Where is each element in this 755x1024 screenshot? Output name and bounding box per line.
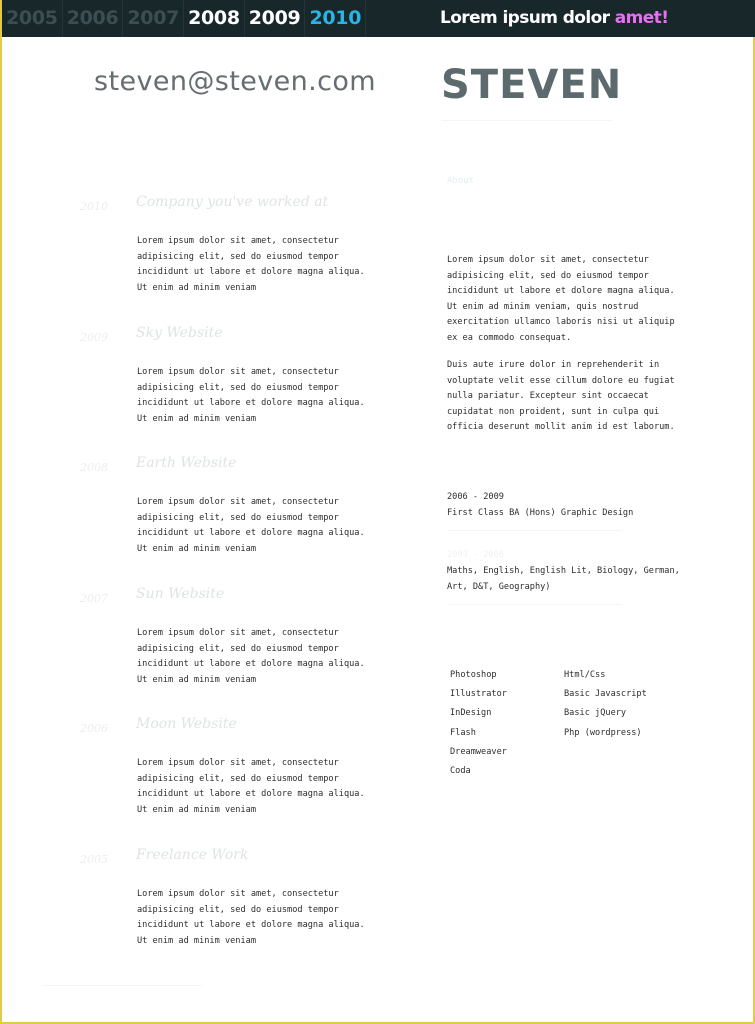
tagline-main: Lorem ipsum dolor	[440, 8, 615, 28]
job-description: Lorem ipsum dolor sit amet, consectetur adipisicing elit, sed do eiusmod tempor incididunt ut labore et dolore magna aliqua. Ut enim ad minim veniam	[137, 497, 365, 554]
job-year: 2005	[80, 853, 108, 866]
skills-column-1	[450, 666, 507, 781]
job-description: Lorem ipsum dolor sit amet, consectetur adipisicing elit, sed do eiusmod tempor incididunt ut labore et dolore magna aliqua. Ut enim ad minim veniam	[137, 628, 365, 685]
divider	[447, 530, 622, 531]
year-2009[interactable]: 2009	[245, 0, 306, 37]
year-2010[interactable]: 2010	[305, 0, 366, 37]
job-title: Sun Website	[136, 586, 225, 602]
about-paragraph-2: Duis aute irure dolor in reprehenderit in voluptate velit esse cillum dolore eu fugiat nulla pariatur. Excepteur sint occaecat cupidatat non proident, sunt in culpa qui officia deserunt mollit anim id est laborum.	[447, 360, 675, 433]
about-heading: About	[447, 176, 475, 186]
education-detail: Maths, English, English Lit, Biology, German,	[447, 566, 680, 576]
education-years: 2003 - 2006	[447, 550, 504, 560]
year-2007[interactable]: 2007	[123, 0, 184, 37]
skill-item: Dreamweaver	[450, 746, 507, 757]
education-detail: Art, D&T, Geography)	[447, 582, 551, 592]
skill-item: Html/Css	[564, 670, 606, 680]
job-description: Lorem ipsum dolor sit amet, consectetur adipisicing elit, sed do eiusmod tempor incididunt ut labore et dolore magna aliqua. Ut enim ad minim veniam	[137, 758, 365, 815]
education-detail: First Class BA (Hons) Graphic Design	[447, 508, 634, 518]
skill-item: Php (wordpress)	[564, 727, 642, 738]
job-title: Sky Website	[136, 325, 223, 341]
tagline	[440, 0, 668, 37]
job-description: Lorem ipsum dolor sit amet, consectetur adipisicing elit, sed do eiusmod tempor incididunt ut labore et dolore magna aliqua. Ut enim ad minim veniam	[137, 236, 365, 293]
year-2005[interactable]: 2005	[2, 0, 63, 37]
skills-column-2	[564, 666, 647, 743]
skill-item: InDesign	[450, 708, 492, 719]
job-title: Moon Website	[136, 716, 237, 732]
job-year: 2009	[80, 331, 108, 344]
job-title: Company you've worked at	[136, 194, 329, 210]
job-year: 2010	[80, 200, 108, 213]
candidate-name: STEVEN	[441, 62, 623, 108]
divider	[447, 604, 622, 605]
job-year: 2007	[80, 592, 108, 605]
job-description: Lorem ipsum dolor sit amet, consectetur adipisicing elit, sed do eiusmod tempor incididunt ut labore et dolore magna aliqua. Ut enim ad minim veniam	[137, 367, 365, 424]
footer-divider	[42, 985, 202, 986]
job-description: Lorem ipsum dolor sit amet, consectetur adipisicing elit, sed do eiusmod tempor incididunt ut labore et dolore magna aliqua. Ut enim ad minim veniam	[137, 889, 365, 946]
skill-item: Illustrator	[450, 689, 507, 700]
education-years: 2006 - 2009	[447, 492, 504, 502]
tagline-accent: amet!	[614, 8, 669, 28]
skill-item: Coda	[450, 765, 471, 776]
job-title: Freelance Work	[136, 847, 249, 863]
year-2008[interactable]: 2008	[184, 0, 245, 37]
email-address[interactable]: steven@steven.com	[94, 66, 376, 97]
skill-item: Photoshop	[450, 670, 497, 680]
year-2006[interactable]: 2006	[63, 0, 124, 37]
skill-item: Basic jQuery	[564, 708, 627, 719]
job-year: 2008	[80, 461, 108, 474]
top-banner	[2, 0, 755, 37]
job-year: 2006	[80, 722, 108, 735]
skill-item: Flash	[450, 727, 476, 738]
year-nav	[2, 0, 366, 37]
about-paragraph-1: Lorem ipsum dolor sit amet, consectetur adipisicing elit, sed do eiusmod tempor incididunt ut labore et dolore magna aliqua. Ut enim ad minim veniam, quis nostrud exercitation ullamco laboris nisi ut aliquip ex ea commodo consequat.	[447, 255, 675, 343]
job-title: Earth Website	[136, 455, 237, 471]
divider	[442, 120, 612, 121]
skill-item: Basic Javascript	[564, 689, 647, 700]
